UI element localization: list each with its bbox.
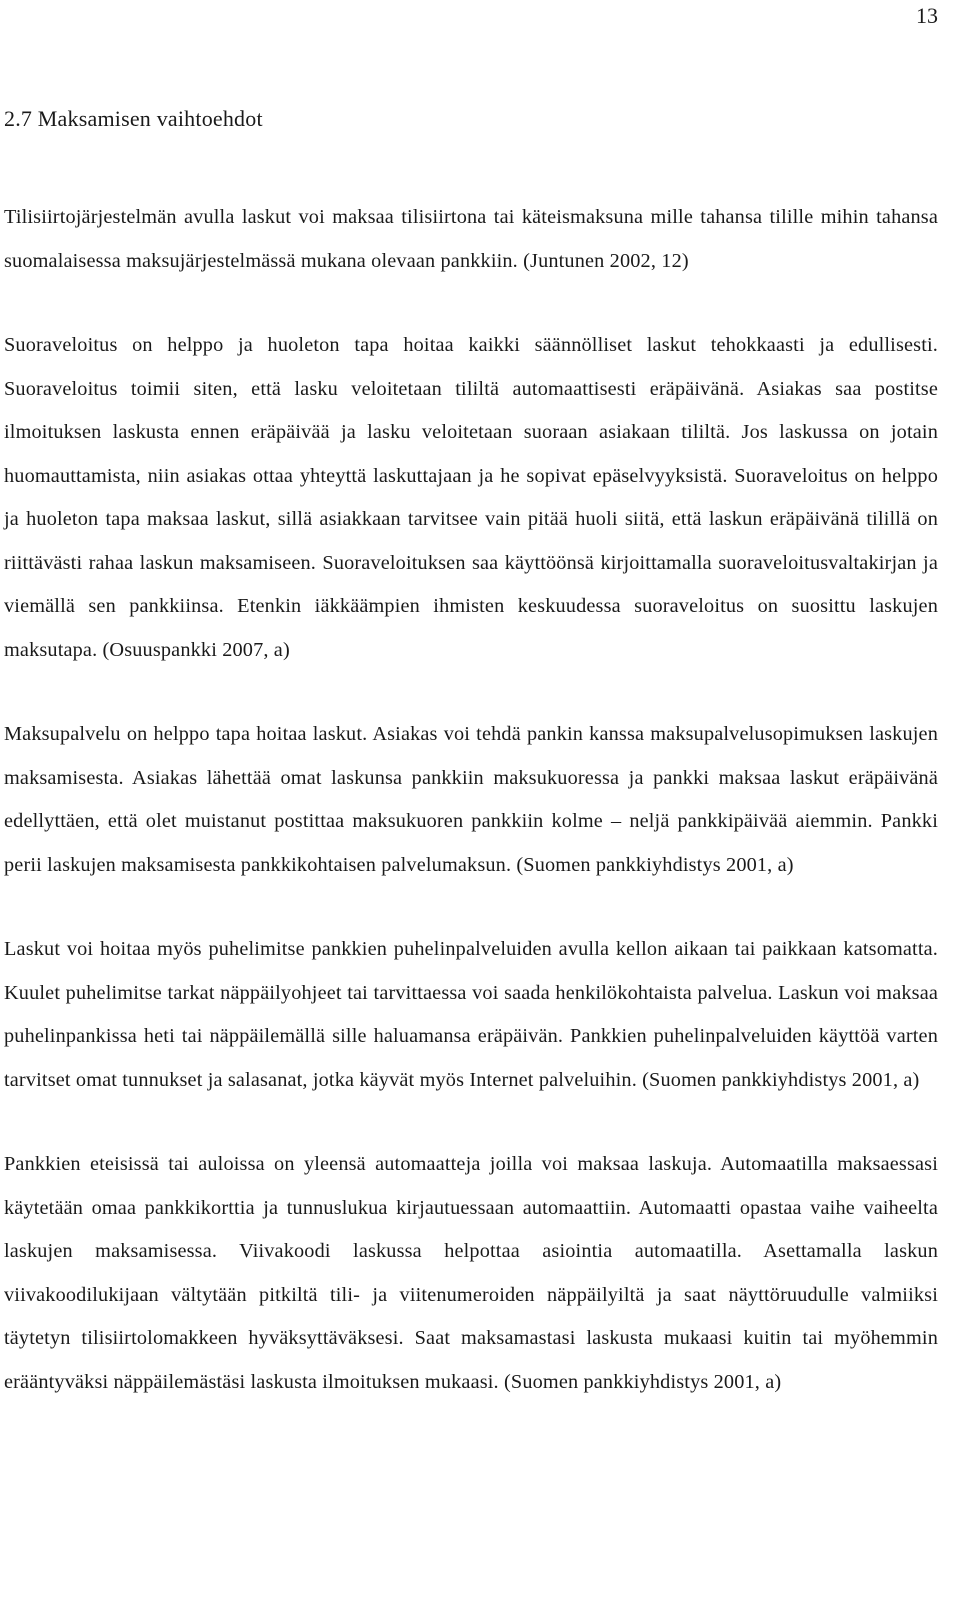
paragraph-puhelinpalvelu: Laskut voi hoitaa myös puhelimitse pankkien puhelinpalveluiden avulla kellon aikaan tai paikkaan katsomatta. Kuulet puhelimitse tarkat näppäilyohjeet tai tarvittaessa voi saada henkilökohtaista palvelua. Laskun voi maksaa puhelinpankissa heti tai näppäilemällä sille haluamansa eräpäivän. Pankkien puhelinpalveluiden käyttöä varten tarvitset omat tunnukset ja salasanat, jotka käyvät myös Internet palveluihin. (Suomen pankkiyhdistys 2001, a) (4, 938, 938, 1091)
document-body (4, 196, 938, 1404)
paragraph-automaatti: Pankkien eteisissä tai auloissa on yleensä automaatteja joilla voi maksaa laskuja. Automaatilla maksaessasi käytetään omaa pankkikorttia ja tunnuslukua kirjautuessaan automaattiin. Automaatti opastaa vaihe vaiheelta laskujen maksamisessa. Viivakoodi laskussa helpottaa asiointia automaatilla. Asettamalla laskun viivakoodilukijaan vältytään pitkiltä tili- ja viitenumeroiden näppäilyiltä ja saat näyttöruudulle valmiiksi täytetyn tilisiirtolomakkeen hyväksyttäväksesi. Saat maksamastasi laskusta mukaasi kuitin tai myöhemmin erääntyväksi näppäilemästäsi laskusta ilmoituksen mukaasi. (Suomen pankkiyhdistys 2001, a) (4, 1153, 938, 1393)
paragraph-suoraveloitus: Suoraveloitus on helppo ja huoleton tapa hoitaa kaikki säännölliset laskut tehokkaasti ja edullisesti. Suoraveloitus toimii siten, että lasku veloitetaan tililtä automaattisesti eräpäivänä. Asiakas saa postitse ilmoituksen laskusta ennen eräpäivää ja lasku veloitetaan suoraan asiakaan tililtä. Jos laskussa on jotain huomauttamista, niin asiakas ottaa yhteyttä laskuttajaan ja he sopivat epäselvyyksistä. Suoraveloitus on helppo ja huoleton tapa maksaa laskut, sillä asiakkaan tarvitsee vain pitää huoli siitä, että laskun eräpäivänä tilillä on riittävästi rahaa laskun maksamiseen. Suoraveloituksen saa käyttöönsä kirjoittamalla suoraveloitusvaltakirjan ja viemällä sen pankkiinsa. Etenkin iäkkäämpien ihmisten keskuudessa suoraveloitus on suosittu laskujen maksutapa. (Osuuspankki 2007, a) (4, 334, 938, 661)
paragraph-tilisiirto: Tilisiirtojärjestelmän avulla laskut voi maksaa tilisiirtona tai käteismaksuna mille tahansa tilille mihin tahansa suomalaisessa maksujärjestelmässä mukana olevaan pankkiin. (Juntunen 2002, 12) (4, 206, 938, 272)
page-number: 13 (916, 3, 938, 28)
paragraph-maksupalvelu: Maksupalvelu on helppo tapa hoitaa laskut. Asiakas voi tehdä pankin kanssa maksupalvelusopimuksen laskujen maksamisesta. Asiakas lähettää omat laskunsa pankkiin maksukuoressa ja pankki maksaa laskut eräpäivänä edellyttäen, että olet muistanut postittaa maksukuoren pankkiin kolme – neljä pankkipäivää aiemmin. Pankki perii laskujen maksamisesta pankkikohtaisen palvelumaksun. (Suomen pankkiyhdistys 2001, a) (4, 723, 938, 876)
section-heading: 2.7 Maksamisen vaihtoehdot (4, 106, 263, 131)
